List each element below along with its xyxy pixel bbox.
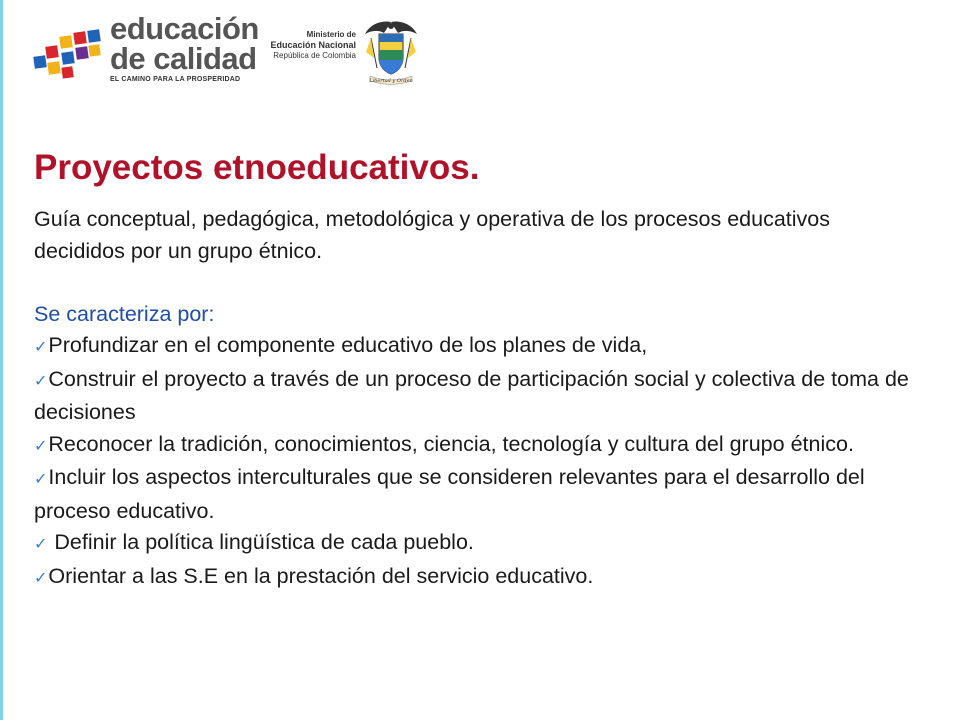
slide-title: Proyectos etnoeducativos. — [34, 148, 480, 187]
bullet-text: Construir el proyecto a través de un proceso de participación social y colectiva de toma de decisiones — [34, 366, 909, 424]
checkmark-icon: ✓ — [34, 536, 48, 553]
colombia-coat-of-arms-icon — [362, 18, 420, 86]
slide-left-border — [0, 0, 3, 720]
ministry-logo — [262, 30, 356, 61]
bullet-text: Profundizar en el componente educativo de los planes de vida, — [48, 333, 648, 357]
checkmark-icon: ✓ — [34, 569, 48, 587]
logo-line-2: de calidad — [110, 41, 257, 76]
checkmark-icon: ✓ — [34, 471, 48, 488]
bullet-item — [34, 330, 914, 364]
ministry-line-3: República de Colombia — [273, 51, 356, 60]
features-heading: Se caracteriza por: — [34, 301, 215, 326]
checkmark-icon: ✓ — [34, 372, 48, 390]
education-logo — [110, 11, 259, 83]
checkmark-icon: ✓ — [34, 339, 48, 356]
bullet-text: Reconocer la tradición, conocimientos, ciencia, tecnología y cultura del grupo étnico. — [48, 431, 854, 456]
bullet-text: Orientar a las S.E en la prestación del servicio educativo. — [48, 563, 594, 588]
logo-line-1: educación — [110, 11, 259, 46]
bullet-item — [34, 364, 914, 429]
checkmark-icon: ✓ — [34, 437, 48, 455]
bullet-item — [34, 429, 914, 463]
slide-content — [34, 204, 914, 594]
ministry-line-1: Ministerio de — [306, 30, 356, 39]
ministry-line-2: Educación Nacional — [270, 40, 356, 50]
intro-paragraph: Guía conceptual, pedagógica, metodológica y operativa de los procesos educativos decididos por un grupo étnico. — [34, 207, 831, 263]
bullet-item — [34, 462, 914, 527]
logo-tagline: EL CAMINO PARA LA PROSPERIDAD — [110, 76, 241, 83]
coat-motto: Libertad y Orden — [369, 78, 413, 84]
bullet-text: Incluir los aspectos interculturales que se consideren relevantes para el desarrollo del proceso educativo. — [34, 465, 865, 523]
bullet-item — [34, 527, 914, 561]
education-logo-cubes-icon — [32, 28, 106, 80]
bullet-item — [34, 561, 914, 595]
bullet-text: Definir la política lingüística de cada pueblo. — [48, 530, 474, 554]
